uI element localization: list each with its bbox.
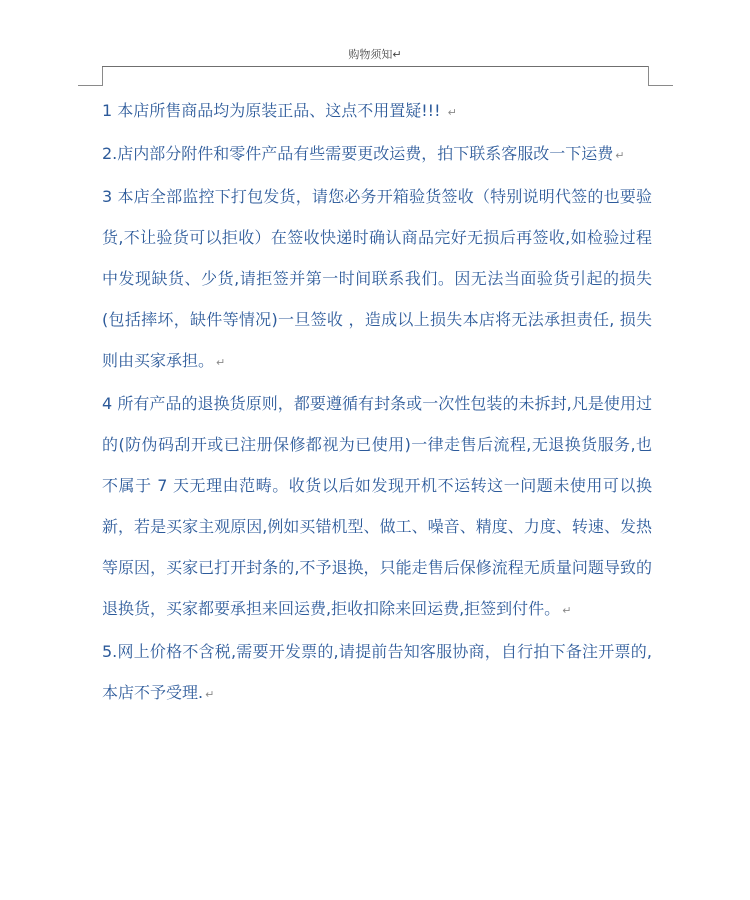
paragraph-1 xyxy=(102,90,652,133)
paragraph-1-text: 1 本店所售商品均为原装正品、这点不用置疑!!! xyxy=(102,101,446,120)
paragraph-2 xyxy=(102,133,652,176)
header-corner-right xyxy=(648,66,673,86)
page-header-title: 购物须知↵ xyxy=(348,48,402,61)
paragraph-5 xyxy=(102,631,652,715)
paragraph-mark-icon: ↵ xyxy=(205,688,215,701)
paragraph-5-text: 5.网上价格不含税,需要开发票的,请提前告知客服协商，自行拍下备注开票的,本店不予受理. xyxy=(102,642,652,702)
paragraph-3-text: 3 本店全部监控下打包发货，请您必务开箱验货签收（特别说明代签的也要验货,不让验货可以拒收）在签收快递时确认商品完好无损后再签收,如检验过程中发现缺货、少货,请拒签并第一时间联系我们。因无法当面验货引起的损失(包括摔坏，缺件等情况)一旦签收 ，造成以上损失本店将无法承担责任, 损失则由买家承担。 xyxy=(102,187,652,370)
paragraph-mark-icon: ↵ xyxy=(615,149,625,162)
paragraph-mark-icon: ↵ xyxy=(447,106,457,119)
paragraph-3 xyxy=(102,176,652,383)
header-corner-left xyxy=(78,66,103,86)
document-body xyxy=(102,90,652,715)
paragraph-2-text: 2.店内部分附件和零件产品有些需要更改运费，拍下联系客服改一下运费 xyxy=(102,144,614,163)
paragraph-mark-icon: ↵ xyxy=(562,604,572,617)
paragraph-mark-icon: ↵ xyxy=(216,356,226,369)
header-divider xyxy=(102,66,648,67)
paragraph-4-text: 4 所有产品的退换货原则，都要遵循有封条或一次性包装的未拆封,凡是使用过的(防伪码刮开或已注册保修都视为已使用)一律走售后流程,无退换货服务,也不属于 7 天无理由范畴。收货以后如发现开机不运转这一问题未使用可以换新，若是买家主观原因,例如买错机型、做工、噪音、精度、力度、转速、发热等原因，买家已打开封条的,不予退换，只能走售后保修流程无质量问题导致的退换货，买家都要承担来回运费,拒收扣除来回运费,拒签到付件。 xyxy=(102,394,652,618)
paragraph-4 xyxy=(102,383,652,631)
